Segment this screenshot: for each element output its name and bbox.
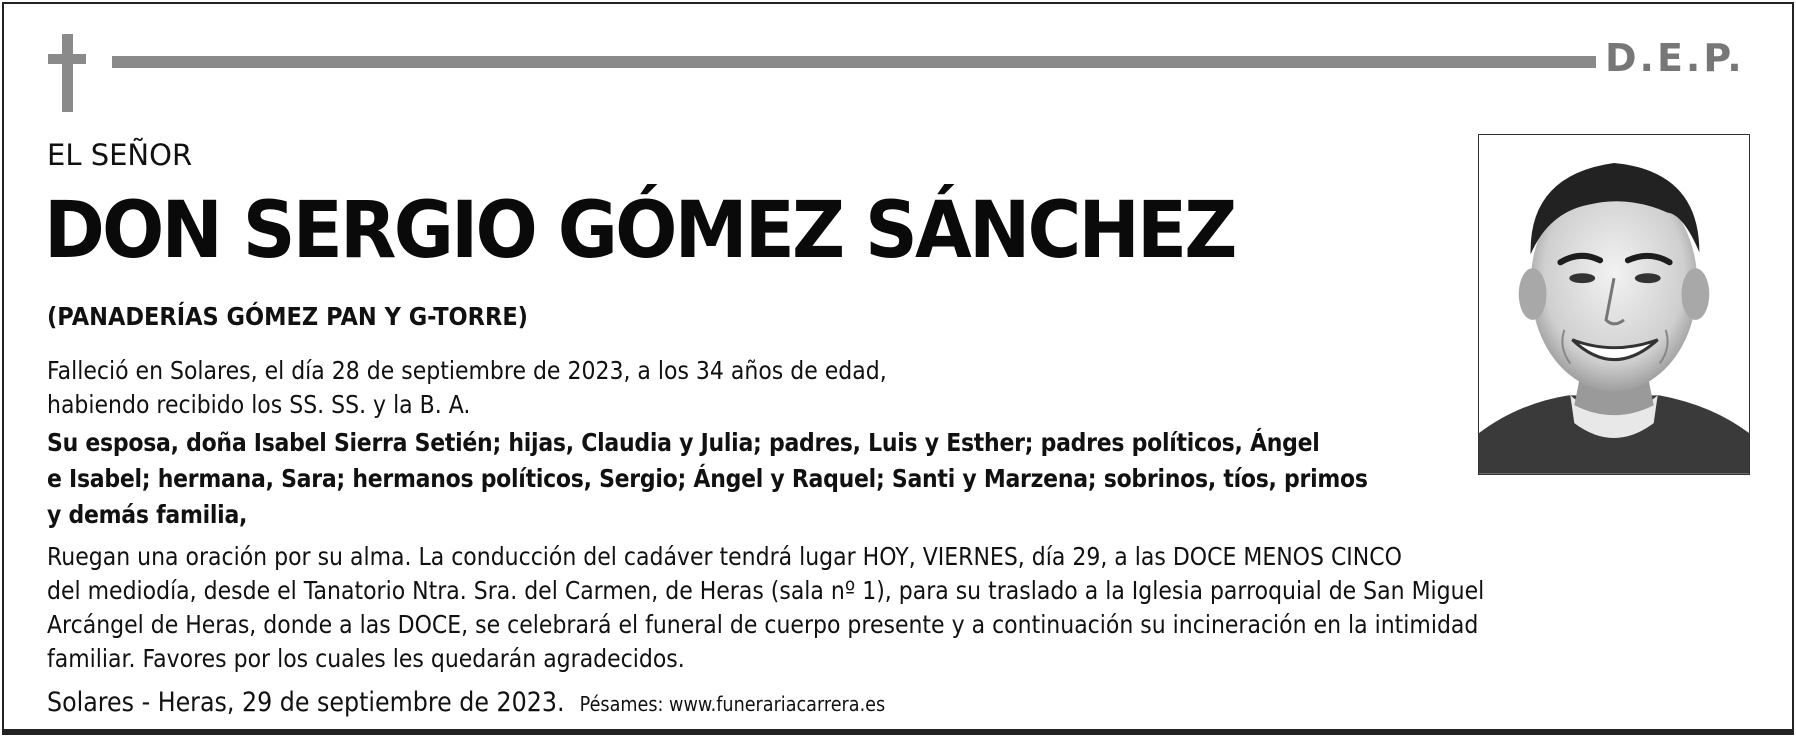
deceased-name: DON SERGIO GÓMEZ SÁNCHEZ: [44, 186, 1235, 276]
dep-label: D.E.P.: [1605, 36, 1745, 80]
footer: [47, 687, 885, 718]
portrait-photo: [1478, 134, 1750, 475]
place-date: Solares - Heras, 29 de septiembre de 2023.: [47, 687, 565, 718]
condolences-link[interactable]: Pésames: www.funerariacarrera.es: [579, 692, 886, 716]
death-line: habiendo recibido los SS. SS. y la B. A.: [47, 390, 471, 419]
service-line: del mediodía, desde el Tanatorio Ntra. Sra. del Carmen, de Heras (sala nº 1), para su traslado a la Iglesia parroquial de San Miguel: [47, 576, 1485, 605]
death-details: [47, 354, 887, 422]
header-rule: [112, 56, 1596, 68]
family-line: e Isabel; hermana, Sara; hermanos políticos, Sergio; Ángel y Raquel; Santi y Marzena; sobrinos, tíos, primos: [47, 464, 1368, 493]
service-line: familiar. Favores por los cuales les quedarán agradecidos.: [47, 644, 685, 673]
honorific: EL SEÑOR: [47, 138, 193, 172]
business-name: (PANADERÍAS GÓMEZ PAN Y G-TORRE): [47, 302, 528, 331]
death-line: Falleció en Solares, el día 28 de septiembre de 2023, a los 34 años de edad,: [47, 356, 887, 385]
family-list: [47, 425, 1368, 533]
service-line: Ruegan una oración por su alma. La conducción del cadáver tendrá lugar HOY, VIERNES, día 29, a las DOCE MENOS CINCO: [47, 542, 1402, 571]
family-line: Su esposa, doña Isabel Sierra Setién; hijas, Claudia y Julia; padres, Luis y Esther; padres políticos, Ángel: [47, 428, 1320, 457]
cross-icon: [48, 34, 86, 112]
service-line: Arcángel de Heras, donde a las DOCE, se celebrará el funeral de cuerpo presente y a continuación su incineración en la intimidad: [47, 610, 1479, 639]
service-details: [47, 540, 1484, 676]
family-line: y demás familia,: [47, 500, 248, 529]
